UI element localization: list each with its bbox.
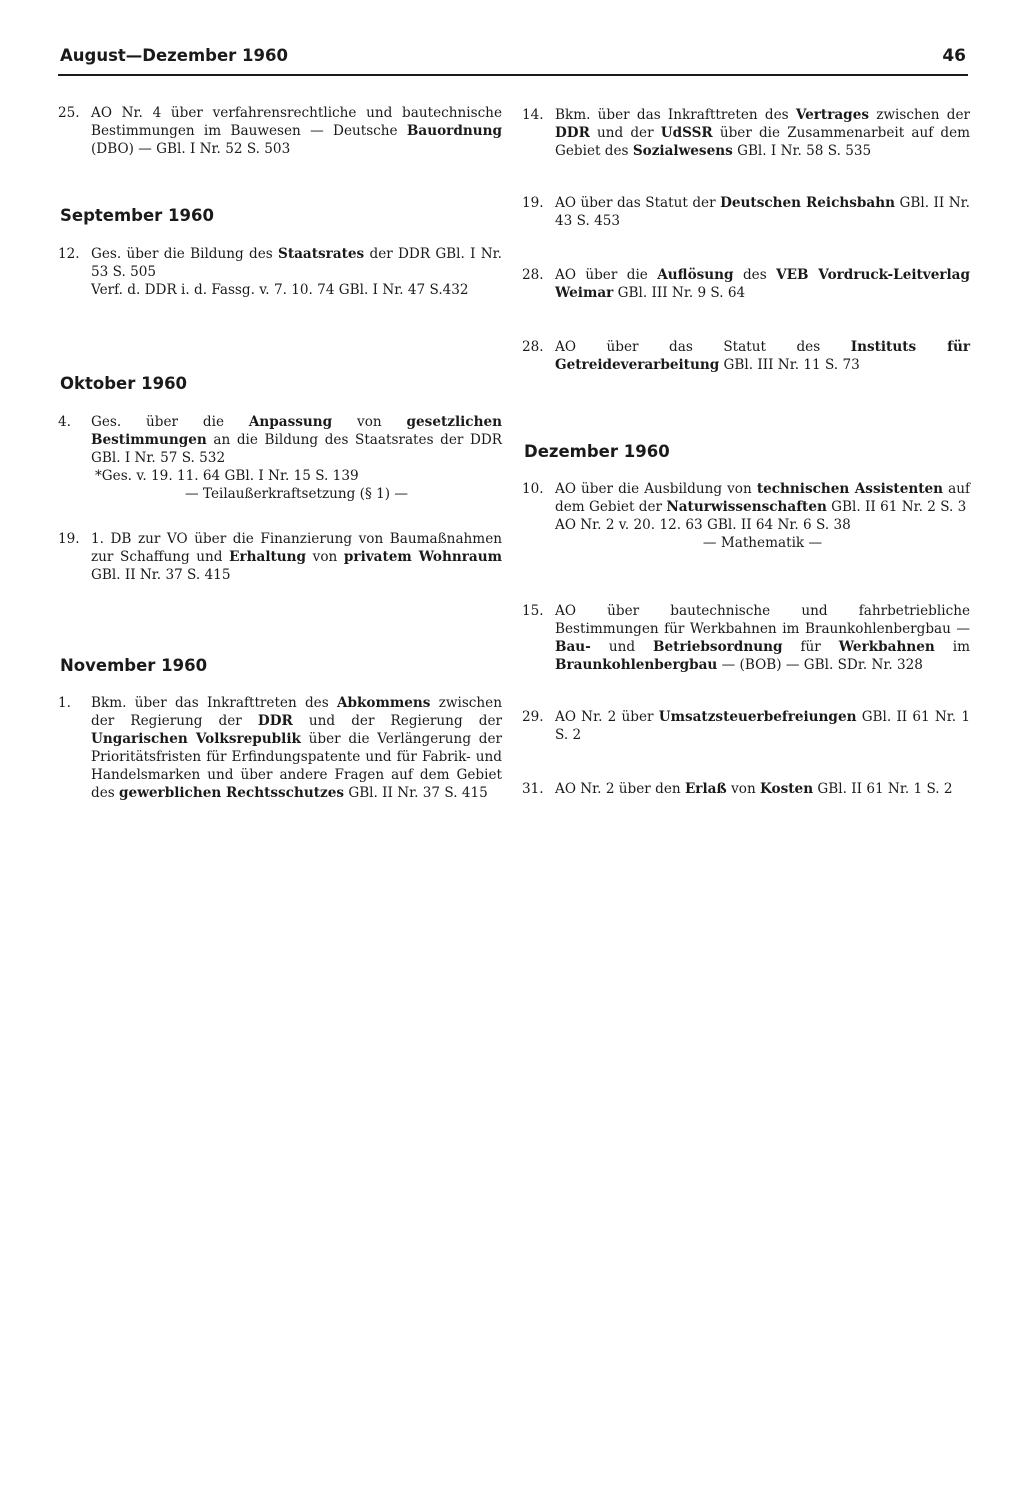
entry-keyword: Staatsrates <box>278 246 365 262</box>
entry-text: an die Bildung des Staatsrates der DDR GBl. I Nr. 57 S. 532 <box>91 432 502 466</box>
entry-text: 1. DB zur VO über die Finanzierung von Baumaßnahmen zur Schaffung und <box>91 531 502 565</box>
entry-text: GBl. III Nr. 9 S. 64 <box>613 285 746 301</box>
entry-text: über die Verlängerung der Prioritätsfristen für Erfindungspatente und für Fabrik- und Handelsmarken und über andere Fragen auf dem Gebiet des <box>91 731 502 801</box>
entry-nov-28b <box>522 338 970 374</box>
entry-day: 15. <box>522 603 544 619</box>
entry-keyword: Braunkohlenbergbau <box>555 657 718 673</box>
month-heading-september: September 1960 <box>60 206 214 225</box>
entry-day: 14. <box>522 107 544 123</box>
entry-text: AO Nr. 2 über <box>555 709 659 725</box>
entry-keyword: privatem Wohnraum <box>343 549 503 565</box>
entry-nov-19 <box>522 194 970 230</box>
entry-dez-31 <box>522 780 970 798</box>
entry-amendment: *Ges. v. 19. 11. 64 GBl. I Nr. 15 S. 139 <box>95 468 359 484</box>
entry-text: für <box>782 639 839 655</box>
entry-nov-1 <box>58 694 502 802</box>
entry-text: von <box>726 781 761 797</box>
entry-text: GBl. II 61 Nr. 2 S. 3 <box>826 499 967 515</box>
entry-day: 25. <box>58 105 80 121</box>
entry-keyword: Erlaß <box>684 781 727 797</box>
month-heading-dezember: Dezember 1960 <box>524 442 670 461</box>
entry-text: (DBO) — GBl. I Nr. 52 S. 503 <box>91 141 291 157</box>
entry-day: 28. <box>522 339 544 355</box>
entry-text: der DDR GBl. I Nr. 53 S. 505 <box>91 246 502 280</box>
entry-text: AO Nr. 2 über den <box>555 781 685 797</box>
entry-text: GBl. II Nr. 37 S. 415 <box>344 785 488 801</box>
entry-keyword: Auflösung <box>657 267 734 283</box>
entry-day: 29. <box>522 709 544 725</box>
page-number: 46 <box>942 46 966 66</box>
entry-text: GBl. II 61 Nr. 1 S. 2 <box>813 781 953 797</box>
entry-text: AO über die Ausbildung von <box>555 481 757 497</box>
entry-day: 19. <box>522 195 544 211</box>
entry-day: 31. <box>522 781 544 797</box>
entry-okt-19 <box>58 530 502 584</box>
entry-text: Ges. über die Bildung des <box>91 246 279 262</box>
entry-keyword: Vertrages <box>795 107 869 123</box>
entry-amendment: Verf. d. DDR i. d. Fassg. v. 7. 10. 74 GBl. I Nr. 47 S.432 <box>91 282 469 298</box>
entry-keyword: Ungarischen Volksrepublik <box>91 731 301 747</box>
entry-text: GBl. III Nr. 11 S. 73 <box>719 357 860 373</box>
entry-keyword: Werkbahnen <box>838 639 935 655</box>
entry-text: zwischen der <box>869 107 970 123</box>
entry-keyword: Naturwissenschaften <box>666 499 827 515</box>
entry-sep-12 <box>58 245 502 299</box>
entry-keyword: VEB Vordruck-Leitverlag Weimar <box>555 267 970 301</box>
entry-keyword: Anpassung <box>248 414 333 430</box>
entry-text: Ges. über die <box>91 414 249 430</box>
entry-text: und der <box>589 125 661 141</box>
entry-keyword: Sozialwesens <box>632 143 733 159</box>
entry-text: GBl. II Nr. 43 S. 453 <box>555 195 970 229</box>
entry-amendment-note: — Teilaußerkraftsetzung (§ 1) — <box>185 486 408 502</box>
entry-keyword: Deutschen Reichsbahn <box>720 195 895 211</box>
entry-day: 4. <box>58 414 71 430</box>
entry-keyword: Erhaltung <box>229 549 307 565</box>
entry-day: 28. <box>522 267 544 283</box>
entry-text: GBl. I Nr. 58 S. 535 <box>732 143 872 159</box>
entry-day: 10. <box>522 481 544 497</box>
entry-dez-15 <box>522 602 970 674</box>
entry-day: 1. <box>58 695 71 711</box>
entry-text: von <box>332 414 407 430</box>
month-heading-november: November 1960 <box>60 656 208 675</box>
entry-text: — (BOB) — GBl. SDr. Nr. 328 <box>717 657 923 673</box>
header-title: August—Dezember 1960 <box>60 46 288 65</box>
entry-keyword: Bauordnung <box>406 123 502 139</box>
month-heading-oktober: Oktober 1960 <box>60 374 188 393</box>
entry-text: Bkm. über das Inkrafttreten des <box>91 695 337 711</box>
entry-keyword: DDR <box>555 125 590 141</box>
entry-keyword: gewerblichen Rechtsschutzes <box>119 785 345 801</box>
entry-aug-25 <box>58 104 502 158</box>
entry-nov-28a <box>522 266 970 302</box>
entry-text: AO über das Statut des <box>555 339 851 355</box>
entry-text: auf dem Gebiet der <box>555 481 971 515</box>
entry-text: des <box>733 267 777 283</box>
entry-day: 19. <box>58 531 80 547</box>
entry-text: AO über die <box>555 267 658 283</box>
entry-text: und <box>590 639 654 655</box>
entry-day: 12. <box>58 246 80 262</box>
entry-dez-29 <box>522 708 970 744</box>
entry-text: GBl. II 61 Nr. 1 S. 2 <box>555 709 971 743</box>
entry-text: im <box>934 639 970 655</box>
entry-text: AO über das Statut der <box>555 195 721 211</box>
entry-text: Bkm. über das Inkrafttreten des <box>555 107 796 123</box>
entry-dez-10 <box>522 480 970 552</box>
entry-keyword: Kosten <box>760 781 814 797</box>
entry-text: GBl. II Nr. 37 S. 415 <box>91 567 231 583</box>
entry-okt-4 <box>58 413 502 503</box>
entry-text: AO Nr. 4 über verfahrensrechtliche und bautechnische Bestimmungen im Bauwesen — Deutsche <box>91 105 502 139</box>
entry-text: über die Zusammenarbeit auf dem Gebiet des <box>555 125 970 159</box>
entry-text: und der Regierung der <box>292 713 502 729</box>
entry-keyword: Instituts für Getreideverarbeitung <box>555 339 970 373</box>
entry-text: von <box>306 549 344 565</box>
entry-keyword: UdSSR <box>660 125 713 141</box>
page-header <box>58 44 968 76</box>
entry-text: AO über bautechnische und fahrbetriebliche Bestimmungen für Werkbahnen im Braunkohlenbergbau — <box>555 603 970 637</box>
entry-amendment-note: — Mathematik — <box>702 535 823 551</box>
entry-keyword: technischen Assistenten <box>756 481 944 497</box>
entry-nov-14 <box>522 106 970 160</box>
entry-keyword: Abkommens <box>336 695 431 711</box>
entry-keyword: Bau- <box>555 639 591 655</box>
entry-keyword: DDR <box>257 713 293 729</box>
entry-keyword: Betriebsordnung <box>653 639 783 655</box>
entry-keyword: gesetzlichen Bestimmungen <box>91 414 502 448</box>
entry-keyword: Umsatzsteuerbefreiungen <box>658 709 857 725</box>
entry-text: zwischen der Regierung der <box>91 695 502 729</box>
entry-amendment: AO Nr. 2 v. 20. 12. 63 GBl. II 64 Nr. 6 S. 38 <box>555 517 851 533</box>
